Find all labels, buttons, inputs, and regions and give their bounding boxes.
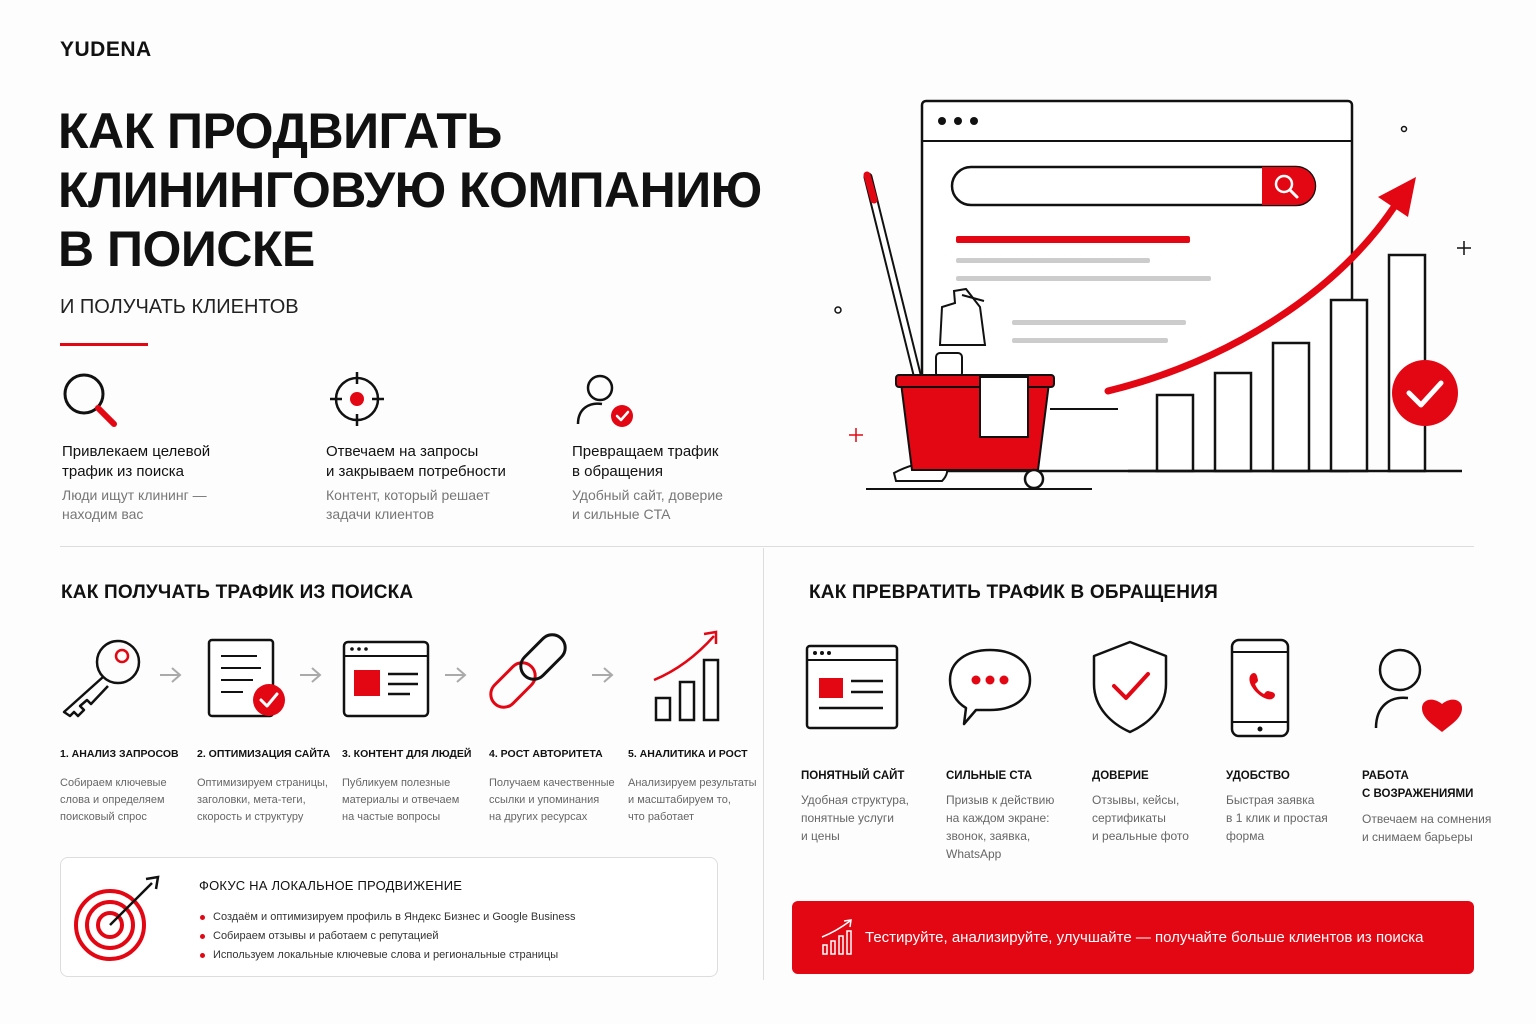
list-item: Создаём и оптимизируем профиль в Яндекс Бизнес и Google Business bbox=[199, 908, 576, 927]
benefit-text: Удобный сайт, доверие и сильные CTA bbox=[572, 487, 723, 522]
chart-growth-icon bbox=[820, 919, 854, 955]
traffic-section-title: КАК ПОЛУЧАТЬ ТРАФИК ИЗ ПОИСКА bbox=[61, 582, 414, 603]
benefit-item bbox=[326, 370, 566, 524]
benefit-item bbox=[572, 370, 812, 524]
feature-title: РАБОТА С ВОЗРАЖЕНИЯМИ bbox=[1362, 770, 1474, 800]
feature-text: Удобная структура, понятные услуги и цены bbox=[801, 793, 909, 843]
feature-item bbox=[801, 636, 951, 843]
brand-logo: YUDENA bbox=[60, 38, 152, 61]
benefit-title: Превращаем трафик в обращения bbox=[572, 443, 719, 480]
user-check-icon bbox=[572, 370, 634, 432]
page-title bbox=[58, 102, 838, 279]
step-title: 1. АНАЛИЗ ЗАПРОСОВ bbox=[60, 748, 179, 760]
step-title: 3. КОНТЕНТ ДЛЯ ЛЮДЕЙ bbox=[342, 748, 472, 760]
feature-text: Отвечаем на сомнения и снимаем барьеры bbox=[1362, 812, 1492, 844]
list-item: Используем локальные ключевые слова и региональные страницы bbox=[199, 946, 576, 965]
benefit-text: Люди ищут клининг — находим вас bbox=[62, 487, 207, 522]
benefit-title: Отвечаем на запросы и закрываем потребности bbox=[326, 443, 506, 480]
link-icon bbox=[489, 628, 589, 728]
benefit-text: Контент, который решает задачи клиентов bbox=[326, 487, 490, 522]
feature-title: ПОНЯТНЫЙ САЙТ bbox=[801, 770, 905, 782]
step-text: Оптимизируем страницы, заголовки, мета-теги, скорость и структуру bbox=[197, 777, 328, 823]
target-dart-icon bbox=[72, 873, 162, 963]
cta-text: Тестируйте, анализируйте, улучшайте — получайте больше клиентов из поиска bbox=[865, 929, 1424, 946]
phone-icon bbox=[1226, 636, 1326, 736]
shield-check-icon bbox=[1092, 636, 1192, 736]
step-title: 4. РОСТ АВТОРИТЕТА bbox=[489, 748, 603, 760]
feature-title: ДОВЕРИЕ bbox=[1092, 770, 1149, 782]
feature-item bbox=[1092, 636, 1242, 843]
feature-item bbox=[946, 636, 1096, 861]
hero-illustration bbox=[830, 95, 1480, 495]
feature-text: Быстрая заявка в 1 клик и простая форма bbox=[1226, 793, 1328, 843]
title-line: КЛИНИНГОВУЮ КОМПАНИЮ bbox=[58, 162, 762, 218]
feature-title: УДОБСТВО bbox=[1226, 770, 1290, 782]
title-line: КАК ПРОДВИГАТЬ bbox=[58, 103, 502, 159]
feature-item bbox=[1362, 636, 1512, 844]
document-check-icon bbox=[197, 628, 297, 728]
target-crosshair-icon bbox=[326, 370, 388, 432]
step-text: Анализируем результаты и масштабируем то, что работает bbox=[628, 777, 757, 823]
arrow-right-icon bbox=[158, 665, 184, 685]
feature-item bbox=[1226, 636, 1376, 843]
step-item bbox=[628, 628, 768, 823]
chat-bubble-icon bbox=[946, 636, 1046, 736]
arrow-right-icon bbox=[590, 665, 616, 685]
conversion-section-title: КАК ПРЕВРАТИТЬ ТРАФИК В ОБРАЩЕНИЯ bbox=[809, 582, 1218, 603]
step-text: Собираем ключевые слова и определяем поисковый спрос bbox=[60, 777, 167, 823]
arrow-right-icon bbox=[298, 665, 324, 685]
list-item: Собираем отзывы и работаем с репутацией bbox=[199, 927, 576, 946]
feature-text: Отзывы, кейсы, сертификаты и реальные фото bbox=[1092, 793, 1189, 843]
magnifier-icon bbox=[62, 370, 124, 432]
feature-text: Призыв к действию на каждом экране: звонок, заявка, WhatsApp bbox=[946, 793, 1055, 861]
benefit-title: Привлекаем целевой трафик из поиска bbox=[62, 443, 211, 480]
local-focus-list bbox=[199, 908, 576, 965]
feature-title: СИЛЬНЫЕ CTA bbox=[946, 770, 1033, 782]
column-divider bbox=[763, 548, 764, 980]
step-text: Публикуем полезные материалы и отвечаем на частые вопросы bbox=[342, 777, 460, 823]
website-icon bbox=[801, 636, 901, 736]
accent-divider bbox=[60, 343, 148, 346]
step-title: 5. АНАЛИТИКА И РОСТ bbox=[628, 748, 748, 760]
browser-content-icon bbox=[342, 628, 442, 728]
title-line: В ПОИСКЕ bbox=[58, 221, 315, 277]
growth-chart-icon bbox=[628, 628, 728, 728]
benefit-item bbox=[62, 370, 302, 524]
local-focus-title: ФОКУС НА ЛОКАЛЬНОЕ ПРОДВИЖЕНИЕ bbox=[199, 878, 463, 893]
step-title: 2. ОПТИМИЗАЦИЯ САЙТА bbox=[197, 748, 331, 760]
arrow-right-icon bbox=[443, 665, 469, 685]
key-icon bbox=[60, 628, 160, 728]
section-divider bbox=[60, 546, 1474, 547]
page-subtitle: И ПОЛУЧАТЬ КЛИЕНТОВ bbox=[60, 296, 299, 318]
user-heart-icon bbox=[1362, 636, 1462, 736]
step-text: Получаем качественные ссылки и упоминания на других ресурсах bbox=[489, 777, 615, 823]
